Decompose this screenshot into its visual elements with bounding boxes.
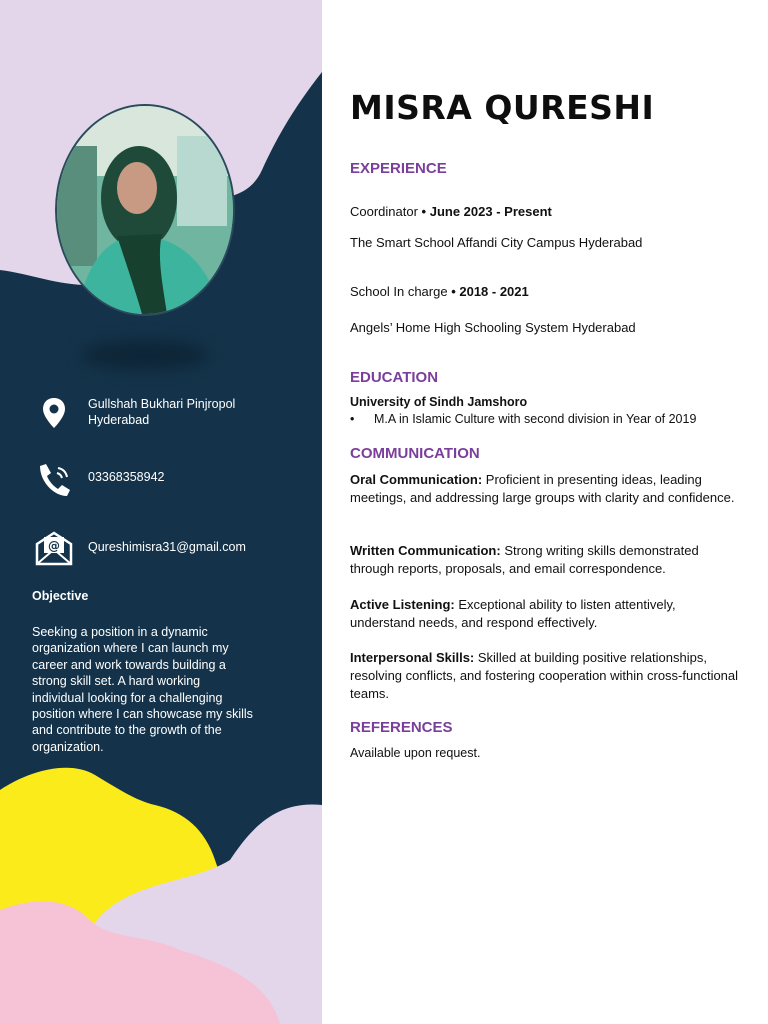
email-row xyxy=(34,530,304,566)
skill-label: Interpersonal Skills: xyxy=(350,650,475,665)
skill-text: Proficient in presenting ideas, leading meetings, and addressing large groups with clarity and confidence. xyxy=(350,472,735,505)
job-1-sep: • xyxy=(417,204,430,219)
bullet-dot: • xyxy=(350,412,355,426)
objective-heading: Objective xyxy=(32,589,89,603)
education-title: EDUCATION xyxy=(350,369,439,386)
education-school: University of Sindh Jamshoro xyxy=(350,395,528,409)
skill-listening xyxy=(350,596,742,632)
education-degree-item xyxy=(350,412,696,426)
job-1-header xyxy=(350,204,740,219)
skill-text: Skilled at building positive relationships, resolving conflicts, and fostering cooperation within cross-functional teams. xyxy=(350,650,739,701)
skill-oral xyxy=(350,471,742,507)
communication-title: COMMUNICATION xyxy=(350,445,480,462)
profile-photo xyxy=(55,104,235,316)
address-line2: Hyderabad xyxy=(88,413,150,427)
sidebar xyxy=(0,0,322,1024)
phone-icon xyxy=(34,462,74,498)
skill-text: Exceptional ability to listen attentively, understand needs, and respond effectively. xyxy=(350,597,676,630)
phone-row xyxy=(34,462,304,498)
photo-shadow xyxy=(80,340,210,370)
education-degree: M.A in Islamic Culture with second division in Year of 2019 xyxy=(374,412,697,426)
skill-label: Oral Communication: xyxy=(350,472,483,487)
job-1-period: June 2023 - Present xyxy=(429,204,552,219)
skill-label: Written Communication: xyxy=(350,543,501,558)
email-address[interactable]: Qureshimisra31@gmail.com xyxy=(88,540,246,554)
job-2-period: 2018 - 2021 xyxy=(459,284,529,299)
skill-label: Active Listening: xyxy=(350,597,455,612)
references-title: REFERENCES xyxy=(350,719,453,736)
experience-title: EXPERIENCE xyxy=(350,160,447,177)
job-2-org: Angels’ Home High Schooling System Hyderabad xyxy=(350,320,636,335)
job-1-org: The Smart School Affandi City Campus Hyderabad xyxy=(350,235,643,250)
svg-text:@: @ xyxy=(48,539,60,553)
references-text: Available upon request. xyxy=(350,746,481,760)
email-icon xyxy=(34,530,74,566)
objective-text: Seeking a position in a dynamic organization where I can launch my career and work towards building a strong skill set. A hard working individual looking for a challenging position where I can showcase my skills and contribute to the growth of the organization. xyxy=(32,625,253,754)
skill-text: Strong writing skills demonstrated through reports, proposals, and email correspondence. xyxy=(350,543,699,576)
skill-written xyxy=(350,542,742,578)
job-2-header xyxy=(350,284,740,299)
skill-interpersonal xyxy=(350,649,742,703)
location-pin-icon xyxy=(34,396,74,432)
job-2-sep: • xyxy=(447,284,460,299)
address-line1: Gullshah Bukhari Pinjropol xyxy=(88,397,236,411)
job-2-role: School In charge xyxy=(350,284,448,299)
address-row xyxy=(34,396,304,432)
job-1-role: Coordinator xyxy=(350,204,418,219)
candidate-name: MISRA QURESHI xyxy=(350,88,655,127)
phone-number[interactable]: 03368358942 xyxy=(88,470,165,484)
